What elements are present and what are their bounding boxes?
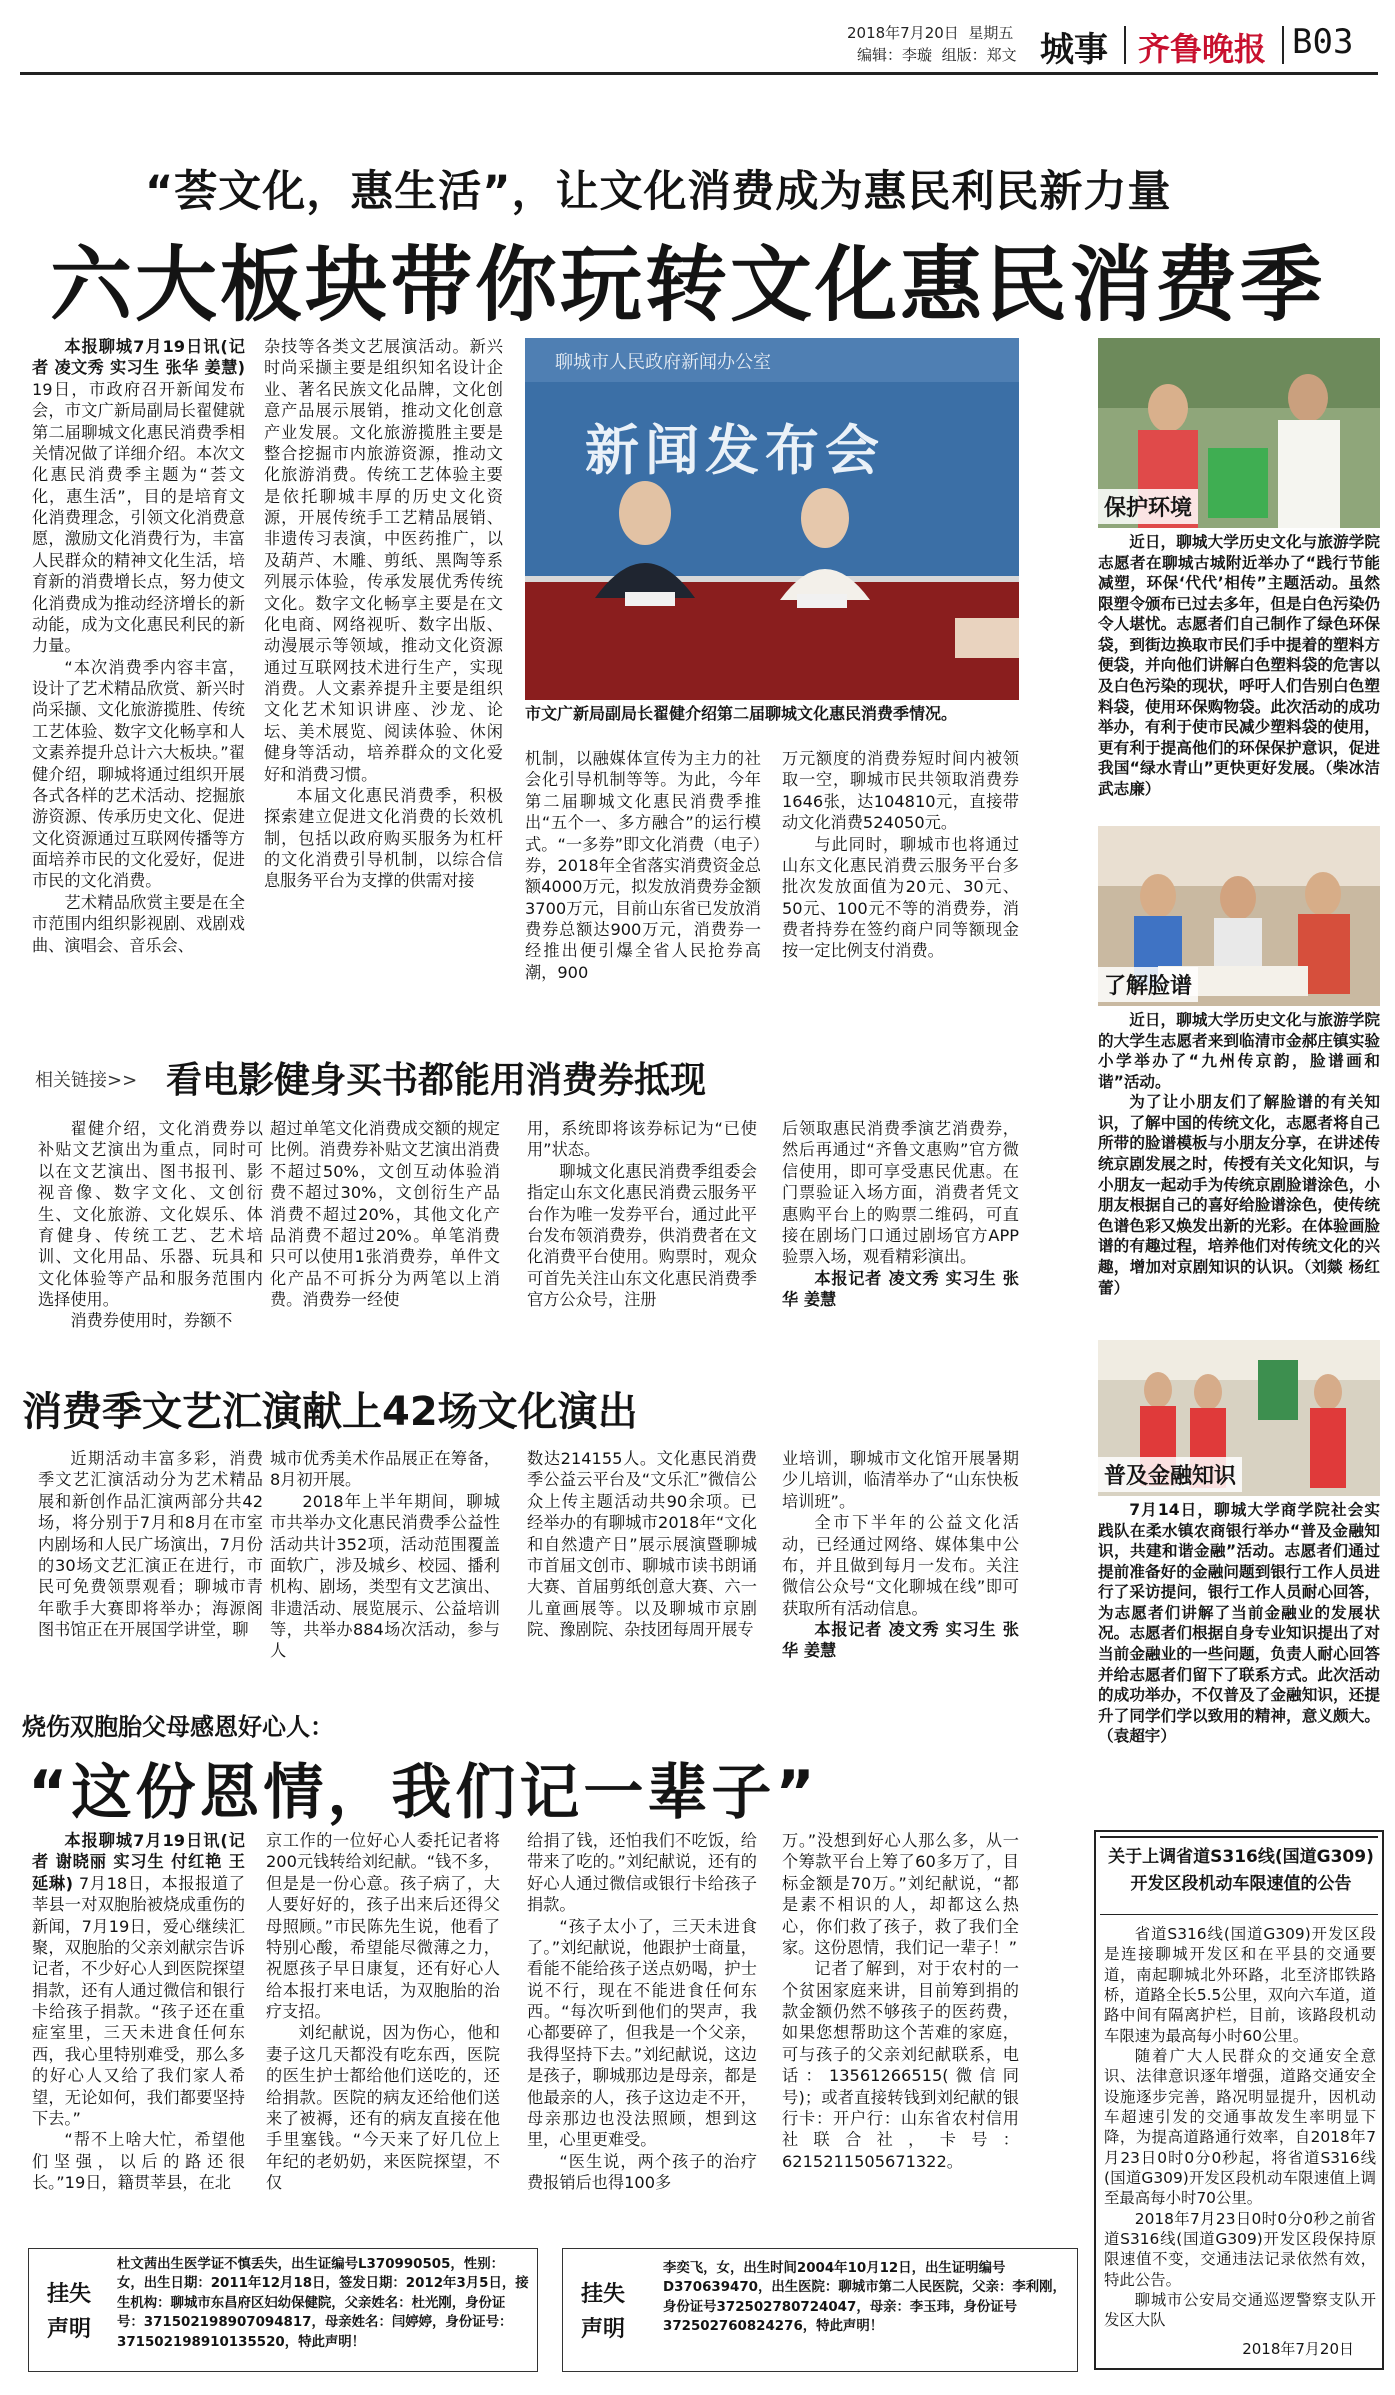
facial-mask-tag: 了解脸谱 bbox=[1098, 967, 1198, 1002]
related-title: 看电影健身买书都能用消费券抵现 bbox=[166, 1060, 707, 1101]
lead-column-1: 本报聊城7月19日讯(记者 凌文秀 实习生 张华 姜慧) 19日，市政府召开新闻发布会，市文广新局副局长翟健就第二届聊城文化惠民消费季相关情况做了详细介绍。本次文化惠民消费季主题为“荟文化，惠生活”，目的是培育文化消费理念，引领文化消费意愿，激励文化消费行为，丰富人民群众的精神文化生活，培育新的消费增长点，努力使文化消费成为推动经济增长的新动能，成为文化惠民利民的新力量。 “本次消费季内容丰富，设计了艺术精品欣赏、新兴时尚采撷、文化旅游揽胜、传统工艺体验、数字文化畅享和人文素养提升总计六大板块。”翟健介绍，聊城将通过组织开展各式各样的艺术活动、挖掘旅游资源、传承历史文化、促进文化资源通过互联网传播等方面培养市民的文化爱好，促进市民的文化消费。 艺术精品欣赏主要是在全市范围内组织影视剧、戏剧戏曲、演唱会、音乐会、 bbox=[32, 337, 245, 955]
finance-tag: 普及金融知识 bbox=[1098, 1457, 1242, 1492]
ad-text: 杜文茜出生医学证不慎丢失，出生证编号L370990505，性别：女，出生日期：2011年12月18日，签发日期：2012年3月5日，接生机构：聊城市东昌府区妇幼保健院，父亲姓名：杜光刚，身份证号：371502198907094817，母亲姓名：闫婷婷，身份证号：371502198910135520，特此声明！ bbox=[117, 2257, 529, 2350]
lead-photo-caption: 市文广新局副局长翟健介绍第二届聊城文化惠民消费季情况。 bbox=[525, 704, 958, 723]
section-name: 城事 bbox=[1040, 30, 1108, 70]
speed-limit-notice bbox=[1094, 1830, 1384, 2370]
ad-text: 李奕飞，女，出生时间2004年10月12日，出生证明编号D370639470，出生医院：聊城市第二人民医院，父亲：李利刚，身份证号372502780724047，母亲：李玉玮，身份证号372502760824276，特此声明！ bbox=[663, 2261, 1066, 2335]
issue-date: 2018年7月20日 星期五 bbox=[847, 24, 1014, 42]
press-sign-text: 新闻发布会 bbox=[585, 419, 885, 482]
twins-kicker: 烧伤双胞胎父母感恩好心人： bbox=[22, 1713, 334, 1741]
twins-column-1: 本报聊城7月19日讯(记者 谢晓丽 实习生 付红艳 王延琳) 7月18日，本报报道了莘县一对双胞胎被烧成重伤的新闻，7月19日，爱心继续汇聚，双胞胎的父亲刘献宗告诉记者，不少好心人到医院探望捐款，还有人通过微信和银行卡给孩子捐款。“孩子还在重症室里，三天未进食任何东西，我心里特别难受，那么多的好心人又给了我们家人希望，无论如何，我们都要坚持下去。” “帮不上啥大忙，希望他们坚强，以后的路还很长。”19日，籍贯莘县，在北 bbox=[32, 1831, 245, 2192]
lead-byline: 本报聊城7月19日讯(记者 凌文秀 实习生 张华 姜慧) bbox=[32, 337, 245, 378]
press-conference-photo bbox=[525, 338, 1019, 700]
related-column-2: 超过单笔文化消费成交额的规定比例。消费券补贴文艺演出消费不超过50%，文创互动体验消费不超过30%，文创衍生产品消费不超过20%，其他文化产品消费不超过20%。单笔消费只可以使用1张消费券，单件文化产品不可拆分为两笔以上消费。消费券一经使 bbox=[270, 1119, 500, 1309]
culture-column-3: 数达214155人。文化惠民消费季公益云平台及“文乐汇”微信公众上传主题活动共90余项。已经举办的有聊城市2018年“文化和自然遗产日”展示展演暨聊城市首届文创市、聊城市读书朗诵大赛、首届剪纸创意大赛、六一儿童画展等。以及聊城市京剧院、豫剧院、杂技团每周开展专 bbox=[527, 1449, 757, 1639]
related-link-tag: 相关链接>> bbox=[35, 1070, 138, 1091]
related-column-4: 后领取惠民消费季演艺消费券，然后再通过“齐鲁文惠购”官方微信使用，即可享受惠民优惠。在门票验证入场方面，消费者凭文惠购平台上的购票二维码，可直接在剧场门口通过剧场官方APP验票入场，观看精彩演出。 本报记者 凌文秀 实习生 张华 姜慧 bbox=[782, 1119, 1019, 1309]
environment-text: 近日，聊城大学历史文化与旅游学院志愿者在聊城古城附近举办了“践行节能减塑，环保‘代代’相传”主题活动。虽然限塑令颁布已过去多年，但是白色污染仍令人堪忧。志愿者们自己制作了绿色环保袋，到街边换取市民们手中提着的塑料方便袋，并向他们讲解白色塑料袋的危害以及白色污染的现状，呼吁人们告别白色塑料袋，使用环保购物袋。此次活动的成功举办，有利于使市民减少塑料袋的使用，更有利于提高他们的环保保护意识，促进我国“绿水青山”更快更好发展。（柴冰洁 武志廉） bbox=[1098, 533, 1380, 798]
lead-column-2: 杂技等各类文艺展演活动。新兴时尚采撷主要是组织知名设计企业、著名民族文化品牌，文化创意产品展示展销，推动文化创意产业发展。文化旅游揽胜主要是整合挖掘市内旅游资源，推动文化旅游消费。传统工艺体验主要是依托聊城丰厚的历史文化资源，开展传统手工艺精品展销、非遗传习表演，中医药推广，以及葫芦、木雕、剪纸、黑陶等系列展示体验，传承发展优秀传统文化。数字文化畅享主要是在文化电商、网络视听、数字出版、动漫展示等领域，推动文化资源通过互联网技术进行生产，实现消费。人文素养提升主要是组织文化艺术知识讲座、沙龙、论坛、美术展览、阅读体验、休闲健身等活动，培养群众的文化爱好和消费习惯。 本届文化惠民消费季，积极探索建立促进文化消费的长效机制，包括以政府购买服务为杠杆的文化消费引导机制，以综合信息服务平台为支撑的供需对接 bbox=[264, 337, 503, 891]
editor-credit: 编辑：李璇 组版：郑文 bbox=[857, 46, 1017, 64]
notice-body: 省道S316线(国道G309)开发区段是连接聊城开发区和在平县的交通要道，南起聊城北外环路，北至济邯铁路桥，道路全长5.5公里，双向六车道，道路中间有隔离护栏，目前，该路段机动车限速为最高每小时60公里。 随着广大人民群众的交通安全意识、法律意识逐年增强，道路交通安全设施逐步完善，路况明显提升，因机动车超速引发的交通事故发生率明显下降，为提高道路通行效率，自2018年7月23日0时0分0秒起，将省道S316线(国道G309)开发区段机动车限速值上调至最高每小时70公里。 2018年7月23日0时0分0秒之前省道S316线(国道G309)开发区段保持原限速值不变，交通违法记录依然有效，特此公告。 聊城市公安局交通巡逻警察支队开发区大队 bbox=[1104, 1925, 1376, 2330]
culture-title: 消费季文艺汇演献上42场文化演出 bbox=[22, 1389, 638, 1435]
twins-byline: 本报聊城7月19日讯(记者 谢晓丽 实习生 付红艳 王延琳) bbox=[32, 1831, 245, 1893]
page-number: B03 bbox=[1292, 22, 1354, 62]
header-divider bbox=[1124, 26, 1126, 64]
finance-photo bbox=[1098, 1340, 1380, 1496]
twins-title: “这份恩情，我们记一辈子” bbox=[28, 1758, 819, 1828]
lost-notice-ad-2 bbox=[562, 2248, 1078, 2372]
related-column-1: 翟健介绍，文化消费券以补贴文艺演出为重点，同时可以在文艺演出、图书报刊、影视音像、数字文化、文创衍生、文化旅游、文化娱乐、体育健身、传统工艺、艺术培训、文化用品、乐器、玩具和文化体验等产品和服务范围内选择使用。 消费券使用时，券额不 bbox=[38, 1119, 263, 1331]
environment-photo bbox=[1098, 338, 1380, 528]
ad-label: 挂失 声明 bbox=[47, 2282, 92, 2343]
lead-headline: 六大板块带你玩转文化惠民消费季 bbox=[50, 238, 1326, 333]
twins-column-2: 京工作的一位好心人委托记者将200元钱转给刘纪献。“钱不多，但是是一份心意。孩子病了，大人要好好的，孩子出来后还得父母照顾。”市民陈先生说，他看了特别心酸，希望能尽微薄之力，祝愿孩子早日康复，还有好心人给本报打来电话，为双胞胎的治疗支招。 刘纪献说，因为伤心，他和妻子这几天都没有吃东西，医院的医生护士都给他们送吃的，还给捐款。医院的病友还给他们送来了被褥，还有的病友直接在他手里塞钱。“今天来了好几位上年纪的老奶奶，来医院探望，不仅 bbox=[266, 1831, 500, 2192]
related-column-3: 用，系统即将该券标记为“已使用”状态。 聊城文化惠民消费季组委会指定山东文化惠民消费云服务平台作为唯一发券平台，通过此平台发布领消费券，供消费者在文化消费平台使用。购票时，观众可首先关注山东文化惠民消费季官方公众号，注册 bbox=[527, 1119, 757, 1309]
twins-column-4: 万。”没想到好心人那么多，从一个筹款平台上筹了60多万了，目标金额是70万。”刘纪献说，“都是素不相识的人，却都这么热心，你们救了孩子，救了我们全家。这份恩情，我们记一辈子！” 记者了解到，对于农村的一个贫困家庭来讲，目前筹到捐的款金额仍然不够孩子的医药费，如果您想帮助这个苦难的家庭，可与孩子的父亲刘纪献联系，电话：13561266515(微信同号)；或者直接转钱到刘纪献的银行卡：开户行：山东省农村信用社联合社，卡号：6215211505671322。 bbox=[782, 1831, 1019, 2171]
header-divider bbox=[1282, 26, 1284, 64]
facial-mask-photo bbox=[1098, 826, 1380, 1006]
culture-column-2: 城市优秀美术作品展正在筹备，8月初开展。 2018年上半年期间，聊城市共举办文化惠民消费季公益性活动共计352项，活动范围覆盖面软广，涉及城乡、校园、播利机构、剧场，类型有文艺演出、非遗活动、展览展示、公益培训等，共举办884场次活动，参与人 bbox=[270, 1449, 500, 1661]
notice-rule bbox=[1100, 1836, 1378, 1838]
lead-column-4: 万元额度的消费券短时间内被领取一空，聊城市民共领取消费券1646张，达104810元，直接带动文化消费524050元。 与此同时，聊城市也将通过山东文化惠民消费云服务平台多批次发放面值为20元、30元、50元、100元不等的消费券，消费者持券在签约商户同等额现金按一定比例支付消费。 bbox=[782, 749, 1019, 961]
notice-title: 关于上调省道S316线(国道G309) 开发区段机动车限速值的公告 bbox=[1108, 1847, 1374, 1895]
lead-subtitle: “荟文化，惠生活”，让文化消费成为惠民利民新力量 bbox=[145, 167, 1172, 217]
notice-date: 2018年7月20日 bbox=[1242, 2340, 1354, 2358]
ad-label: 挂失 声明 bbox=[581, 2282, 626, 2343]
culture-column-4: 业培训，聊城市文化馆开展暑期少儿培训，临清举办了“山东快板培训班”。 全市下半年的公益文化活动，已经通过网络、媒体集中公布，并且做到每月一发布。关注微信公众号“文化聊城在线”即可获取所有活动信息。 本报记者 凌文秀 实习生 张华 姜慧 bbox=[782, 1449, 1019, 1661]
header-rule bbox=[20, 72, 1378, 75]
press-banner-text: 聊城市人民政府新闻办公室 bbox=[555, 352, 771, 373]
lost-notice-ad-1 bbox=[28, 2248, 538, 2372]
twins-column-3: 给捐了钱，还怕我们不吃饭，给带来了吃的。”刘纪献说，还有的好心人通过微信或银行卡给孩子捐款。 “孩子太小了，三天未进食了。”刘纪献说，他跟护士商量，看能不能给孩子送点奶喝，护士说不行，现在不能进食任何东西。“每次听到他们的哭声，我心都要碎了，但我是一个父亲，我得坚持下去。”刘纪献说，这边是孩子，聊城那边是母亲，都是他最亲的人，孩子这边走不开，母亲那边也没法照顾，想到这里，心里更难受。 “医生说，两个孩子的治疗费报销后也得100多 bbox=[527, 1831, 757, 2192]
brand-logo: 齐鲁晚报 bbox=[1138, 30, 1267, 68]
finance-text: 7月14日，聊城大学商学院社会实践队在柔水镇农商银行举办“普及金融知识，共建和谐金融”活动。志愿者们通过提前准备好的金融问题到银行工作人员进行了采访提问，银行工作人员耐心回答，为志愿者们讲解了当前金融业的发展状况。志愿者们根据自身专业知识提出了对当前金融业的一些问题，负责人耐心回答并给志愿者们留下了联系方式。此次活动的成功举办，不仅普及了金融知识，还提升了同学们学以致用的精神，意义颇大。（袁超宇） bbox=[1098, 1501, 1380, 1746]
lead-column-3: 机制，以融媒体宣传为主力的社会化引导机制等等。为此，今年第二届聊城文化惠民消费季推出“五个一、多方融合”的运行模式。“一多券”即文化消费（电子）券，2018年全省落实消费资金总额4000万元，拟发放消费券金额3700万元，目前山东省已发放消费券总额达900万元，消费券一经推出便引爆全省人民抢券高潮，900 bbox=[525, 749, 761, 982]
environment-tag: 保护环境 bbox=[1098, 489, 1198, 524]
facial-mask-text: 近日，聊城大学历史文化与旅游学院的大学生志愿者来到临清市金郝庄镇实验小学举办了“九州传京韵，脸谱画和谐”活动。 为了让小朋友们了解脸谱的有关知识，了解中国的传统文化，志愿者将自己所带的脸谱模板与小朋友分享，在讲述传统京剧发展之时，传授有关文化知识，与小朋友一起动手为传统京剧脸谱涂色，小朋友根据自己的喜好给脸谱涂色，使传统色谱色彩又焕发出新的光彩。在体验画脸谱的有趣过程，培养他们对传统文化的兴趣，增加对京剧知识的认识。（刘燚 杨红蕾） bbox=[1098, 1011, 1380, 1297]
culture-column-1: 近期活动丰富多彩，消费季文艺汇演活动分为艺术精品展和新创作品汇演两部分共42场，将分别于7月和8月在市室内剧场和人民广场演出，7月份的30场文艺汇演正在进行，市民可免费领票观看；聊城市青年歌手大赛即将举办；海源阁图书馆正在开展国学讲堂，聊 bbox=[38, 1449, 263, 1639]
notice-rule bbox=[1100, 1914, 1378, 1915]
